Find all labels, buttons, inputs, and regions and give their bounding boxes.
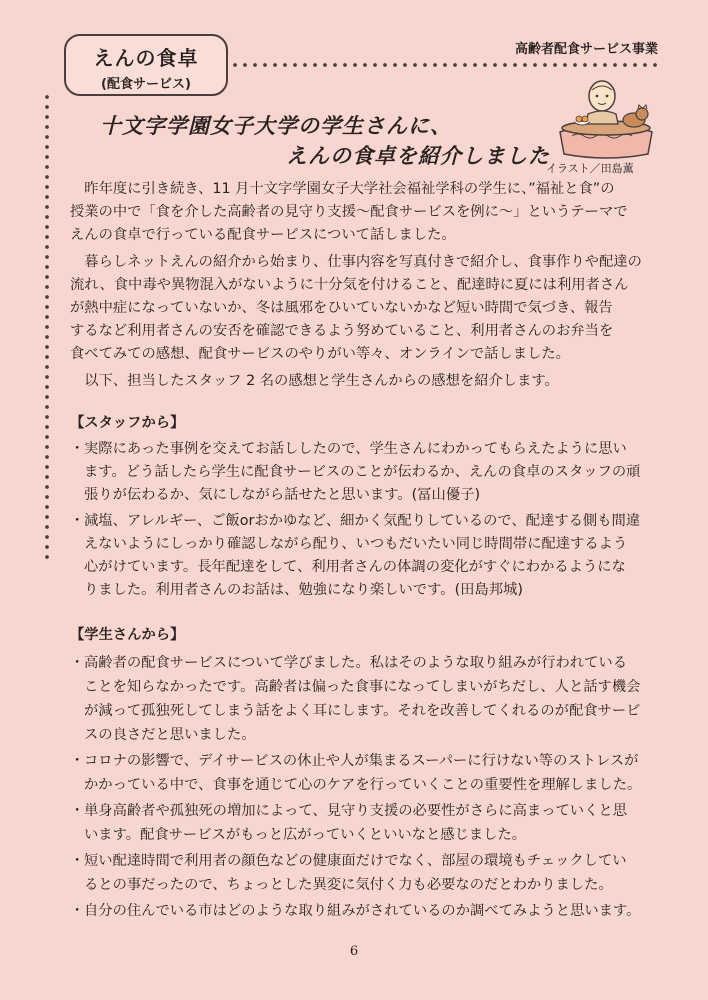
list-item-continuation (70, 774, 641, 797)
list-item-line: 心がけています。長年配達をして、利用者さんの体調の変化がすぐにわかるようにな (84, 559, 626, 575)
vertical-dotted-rule (44, 92, 50, 560)
bullet: ・ (70, 441, 85, 457)
bullet: ・ (70, 753, 85, 769)
list-item-continuation (70, 533, 627, 556)
headline-line-1: 十文字学園女子大学の学生さんに、 (100, 114, 452, 138)
list-item-line: います。配食サービスがもっと広がっていくといいなと感じました。 (84, 827, 527, 843)
badge-subtitle: (配食サービス) (101, 77, 191, 92)
intro-line: 授業の中で「食を介した高齢者の見守り支援～配食サービスを例に～」というテーマで (70, 204, 628, 220)
list-item-line: るとの事だったので、ちょっとした異変に気付く力も必要なのだとわかりました。 (84, 877, 613, 893)
list-item-line: 実際にあった事例を交えてお話ししたので、学生さんにわかってもらえたように思い (84, 441, 627, 457)
intro-line: えんの食卓で行っている配食サービスについて話しました。 (70, 227, 456, 243)
list-item-line: 減塩、アレルギー、ご飯orおかゆなど、細かく気配りしているので、配達する側も間違 (84, 513, 641, 529)
list-item-line: が減って孤独死してしまう話をよく耳にします。それを改善してくれるのが配食サービ (84, 703, 641, 719)
bullet: ・ (70, 903, 85, 919)
intro-line: するなど利用者さんの安否を確認できるよう努めていること、利用者さんのお弁当を (70, 323, 614, 339)
list-item-continuation (70, 556, 626, 579)
intro-line: 食べてみての感想、配食サービスのやりがい等々、オンラインで話しました。 (70, 346, 570, 362)
badge-title: えんの食卓 (93, 46, 199, 70)
headline-line-2: えんの食卓を紹介しました (286, 144, 550, 168)
list-item-line: かかっている中で、食事を通じて心のケアを行っていくことの重要性を理解しました。 (84, 777, 642, 793)
intro-line: 流れ、食中毒や異物混入がないように十分気を付けること、配達時に夏には利用者さん (70, 277, 629, 293)
horizontal-dotted-rule (230, 62, 658, 68)
list-item-continuation (70, 700, 640, 723)
students-heading: 【学生さんから】 (70, 627, 185, 643)
bullet: ・ (70, 513, 85, 529)
elderly-man-kotatsu-illustration (552, 70, 660, 162)
list-item-line: ことを知らなかったです。高齢者は偏った食事になってしまいがちだし、人と話す機会 (84, 679, 641, 695)
list-item (70, 652, 627, 675)
list-item-continuation (70, 874, 613, 897)
list-item (70, 850, 627, 873)
list-item-line: 自分の住んでいる市はどのような取り組みがされているのか調べてみようと思います。 (84, 903, 641, 919)
list-item-line: 短い配達時間で利用者の顔色などの健康面だけでなく、部屋の環境もチェックしてい (84, 853, 627, 869)
list-item-line: スの良さだと思いました。 (84, 727, 256, 743)
intro-line: 以下、担当したスタッフ 2 名の感想と学生さんからの感想を紹介します。 (70, 373, 559, 389)
bullet: ・ (70, 655, 85, 671)
bullet: ・ (70, 853, 85, 869)
list-item-continuation (70, 676, 640, 699)
list-item-line: 張りが伝わるか、気にしながら話せたと思います。(冨山優子) (84, 487, 481, 503)
list-item-continuation (70, 484, 480, 507)
intro-line: 昨年度に引き続き、11 月十文字学園女子大学社会福祉学科の学生に、”福祉と食”の (70, 181, 615, 197)
list-item (70, 750, 638, 773)
intro-line: 暮らしネットえんの紹介から始まり、仕事内容を写真付きで紹介し、食事作りや配達の (70, 254, 642, 270)
list-item-continuation (70, 824, 526, 847)
list-item-line: コロナの影響で、デイサービスの休止や人が集まるスーパーに行けない等のストレスが (84, 753, 639, 769)
list-item-line: 高齢者の配食サービスについて学びました。私はそのような取り組みが行われている (84, 655, 627, 671)
list-item (70, 510, 640, 533)
list-item-line: えないようにしっかり確認しながら配り、いつもだいたい同じ時間帯に配達するよう (84, 536, 628, 552)
list-item (70, 438, 627, 461)
list-item (70, 900, 640, 923)
page-number: 6 (349, 944, 359, 959)
section-badge (64, 34, 228, 96)
bullet: ・ (70, 803, 85, 819)
illustration-credit: イラスト／田島薫 (546, 162, 634, 175)
list-item-line: 単身高齢者や孤独死の増加によって、見守り支援の必要性がさらに高まっていくと思 (84, 803, 627, 819)
list-item (70, 800, 627, 823)
list-item-continuation (70, 579, 523, 602)
staff-heading: 【スタッフから】 (70, 415, 185, 431)
list-item-line: りました。利用者さんのお話は、勉強になり楽しいです。(田島邦城) (84, 582, 523, 598)
intro-line: が熱中症になっていないか、冬は風邪をひいていないかなど短い時間で気づき、報告 (70, 300, 613, 316)
list-item-continuation (70, 724, 256, 747)
list-item-continuation (70, 461, 640, 484)
list-item-line: ます。どう話したら学生に配食サービスのことが伝わるか、えんの食卓のスタッフの頑 (84, 464, 641, 480)
department-label: 高齢者配食サービス事業 (514, 42, 658, 57)
